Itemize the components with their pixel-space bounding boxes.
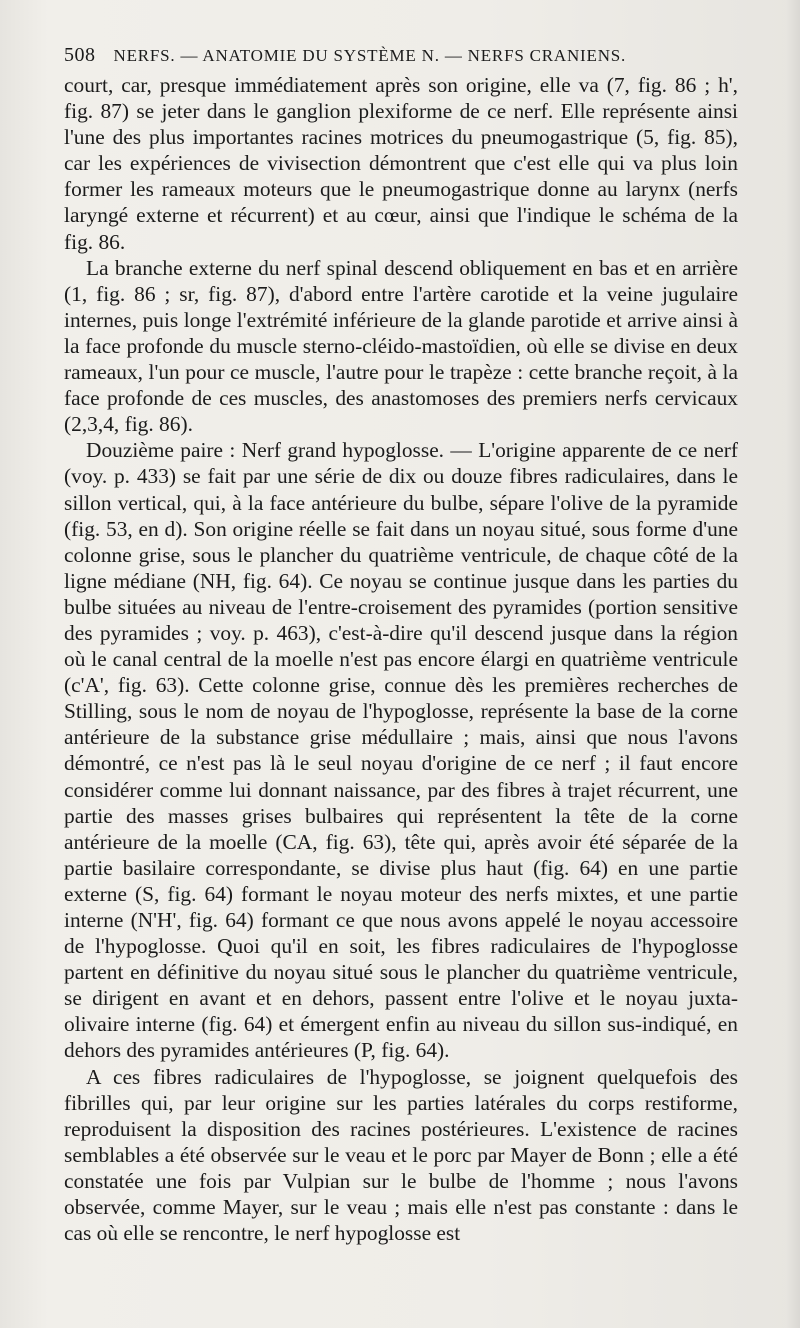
page-edge-shadow: [786, 0, 800, 1328]
paragraph-1: court, car, presque immédiatement après son origine, elle va (7, fig. 86 ; h', fig. 87) se jeter dans le ganglion plexiforme de ce nerf. Elle représente ainsi l'une des plus importantes racines motrices du pneumogastrique (5, fig. 85), car les expériences de vivisection démontrent que c'est elle qui va plus loin former les rameaux moteurs que le pneumogastrique donne au larynx (nerfs laryngé externe et récurrent) et au cœur, ainsi que l'indique le schéma de la fig. 86.: [64, 73, 738, 254]
paragraph-4: A ces fibres radiculaires de l'hypoglosse, se joignent quelquefois des fibrilles qui, par leur origine sur les parties latérales du corps restiforme, reproduisent la disposition des racines postérieures. L'existence de racines semblables a été observée sur le veau et le porc par Mayer de Bonn ; elle a été constatée une fois par Vulpian sur le bulbe de l'homme ; nous l'avons observée, comme Mayer, sur le veau ; mais elle n'est pas constante : dans le cas où elle se rencontre, le nerf hypoglosse est: [64, 1064, 738, 1246]
body-text: [64, 72, 738, 1246]
running-title: NERFS. — ANATOMIE DU SYSTÈME N. — NERFS CRANIENS.: [113, 46, 627, 65]
paragraph-3: Douzième paire : Nerf grand hypoglosse. — L'origine apparente de ce nerf (voy. p. 433) se fait par une série de dix ou douze fibres radiculaires, dans le sillon vertical, qui, à la face antérieure du bulbe, sépare l'olive de la pyramide (fig. 53, en d). Son origine réelle se fait dans un noyau situé, sous forme d'une colonne grise, sous le plancher du quatrième ventricule, de chaque côté de la ligne médiane (NH, fig. 64). Ce noyau se continue jusque dans les parties du bulbe situées au niveau de l'entre-croisement des pyramides (portion sensitive des pyramides ; voy. p. 463), c'est-à-dire qu'il descend jusque dans la région où le canal central de la moelle n'est pas encore élargi en quatrième ventricule (c'A', fig. 63). Cette colonne grise, connue dès les premières recherches de Stilling, sous le nom de noyau de l'hypoglosse, représente la base de la corne antérieure de la substance grise médullaire ; mais, ainsi que nous l'avons démontré, ce n'est pas là le seul noyau d'origine de ce nerf ; il faut encore considérer comme lui donnant naissance, par des fibres à trajet récurrent, une partie des masses grises bulbaires qui représentent la tête de la corne antérieure de la moelle (CA, fig. 63), tête qui, après avoir été séparée de la partie basilaire correspondante, se divise plus haut (fig. 64) en une partie externe (S, fig. 64) formant le noyau moteur des nerfs mixtes, et une partie interne (N'H', fig. 64) formant ce que nous avons appelé le noyau accessoire de l'hypoglosse. Quoi qu'il en soit, les fibres radiculaires de l'hypoglosse partent en définitive du noyau situé sous le plancher du quatrième ventricule, se dirigent en avant et en dehors, passent entre l'olive et le noyau juxta-olivaire interne (fig. 64) et émergent enfin au niveau du sillon sus-indiqué, en dehors des pyramides antérieures (P, fig. 64).: [64, 438, 738, 1063]
paragraph-2: La branche externe du nerf spinal descend obliquement en bas et en arrière (1, fig. 86 ; sr, fig. 87), d'abord entre l'artère carotide et la veine jugulaire internes, puis longe l'extrémité inférieure de la glande parotide et arrive ainsi à la face profonde du muscle sterno-cléido-mastoïdien, où elle se divise en deux rameaux, l'un pour ce muscle, l'autre pour le trapèze : cette branche reçoit, à la face profonde de ces muscles, des anastomoses des premiers nerfs cervicaux (2,3,4, fig. 86).: [64, 255, 738, 437]
running-head: [64, 40, 736, 70]
page-number: 508: [64, 44, 96, 66]
